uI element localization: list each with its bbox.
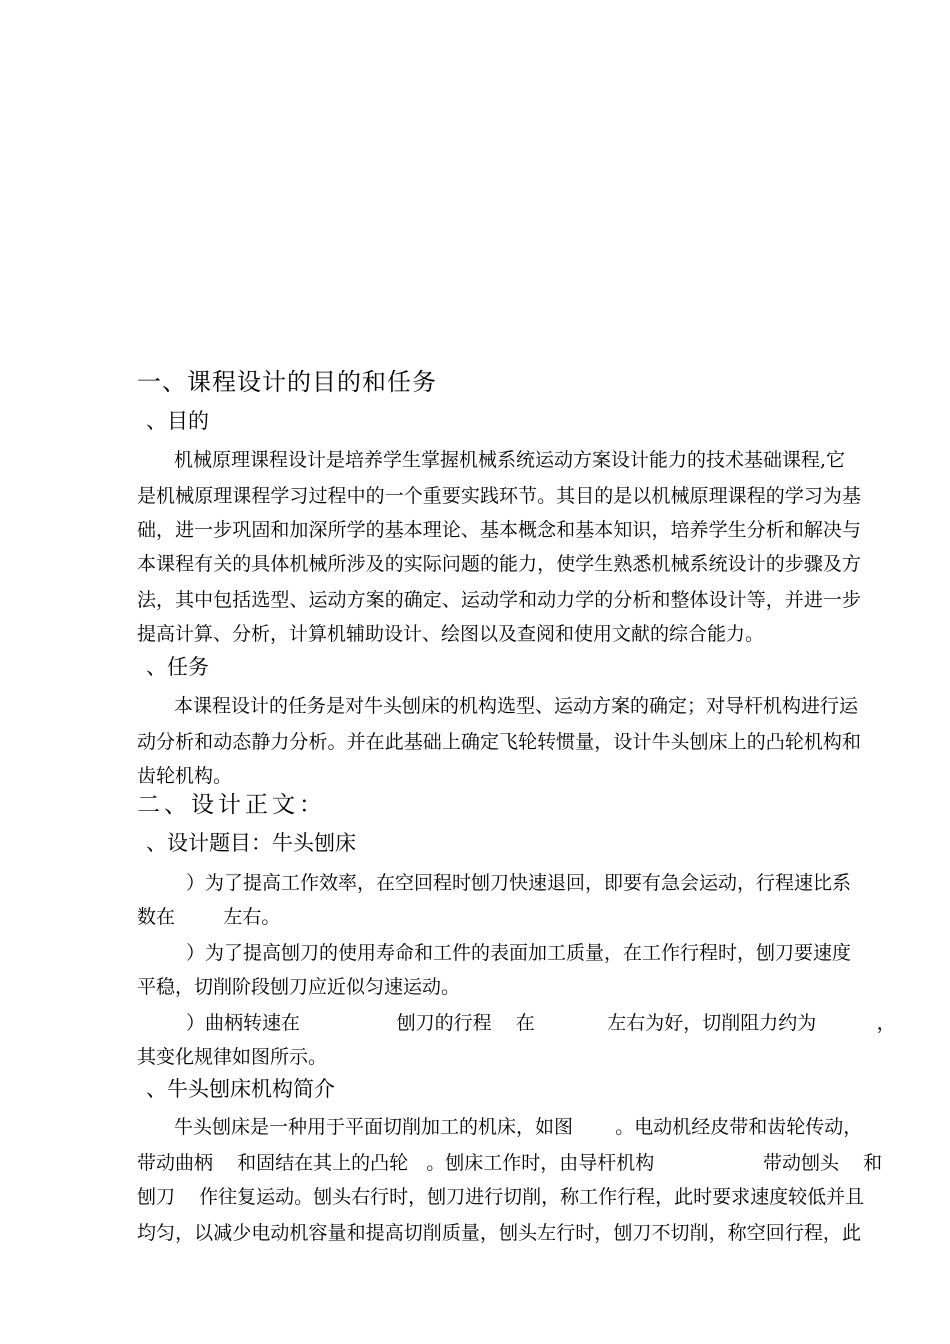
topic-line-2: 数在 左右。: [137, 906, 281, 928]
task-line-1: 本课程设计的任务是对牛头刨床的机构选型、运动方案的确定；对导杆机构进行运: [174, 695, 859, 717]
section-title: 一、课程设计的目的和任务: [137, 368, 437, 396]
topic-line-4: 平稳，切削阶段刨刀应近似匀速运动。: [137, 976, 461, 998]
intro-line-3: 刨刀 作往复运动。刨头右行时，刨刀进行切削，称工作行程，此时要求速度较低并且: [137, 1186, 865, 1208]
subsection-heading-task: 、任务: [146, 655, 209, 679]
intro-line-1: 牛头刨床是一种用于平面切削加工的机床，如图 。电动机经皮带和齿轮传动，: [174, 1116, 863, 1138]
purpose-line-2: 是机械原理课程学习过程中的一个重要实践环节。其目的是以机械原理课程的学习为基: [137, 485, 861, 507]
purpose-line-3: 础，进一步巩固和加深所学的基本理论、基本概念和基本知识，培养学生分析和解决与: [137, 519, 861, 541]
purpose-line-5: 法，其中包括选型、运动方案的确定、运动学和动力学的分析和整体设计等，并进一步: [137, 589, 861, 611]
section-title-2: 二、设计正文：: [137, 792, 326, 818]
task-line-3: 齿轮机构。: [137, 765, 233, 787]
purpose-line-6: 提高计算、分析，计算机辅助设计、绘图以及查阅和使用文献的综合能力。: [137, 623, 765, 645]
intro-line-4: 均匀，以减少电动机容量和提高切削质量，刨头左行时，刨刀不切削，称空回行程，此: [137, 1222, 861, 1244]
subsection-heading-topic: 、设计题目：牛头刨床: [146, 831, 356, 855]
topic-line-3: ）为了提高刨刀的使用寿命和工件的表面加工质量，在工作行程时，刨刀要速度: [186, 942, 852, 964]
topic-line-5: ）曲柄转速在 刨刀的行程 在 左右为好，切削阻力约为 ，: [186, 1012, 896, 1034]
task-line-2: 动分析和动态静力分析。并在此基础上确定飞轮转惯量，设计牛头刨床上的凸轮机构和: [137, 731, 861, 753]
subsection-heading-intro: 、牛头刨床机构简介: [146, 1077, 335, 1101]
topic-line-6: 其变化规律如图所示。: [137, 1046, 328, 1068]
topic-line-1: ）为了提高工作效率，在空回程时刨刀快速退回，即要有急会运动，行程速比系: [186, 872, 852, 894]
purpose-line-4: 本课程有关的具体机械所涉及的实际问题的能力，使学生熟悉机械系统设计的步骤及方: [137, 553, 861, 575]
intro-line-2: 带动曲柄 和固结在其上的凸轮 。刨床工作时，由导杆机构 带动刨头 和: [137, 1152, 883, 1174]
subsection-heading-purpose: 、目的: [146, 409, 209, 433]
purpose-line-1: 机械原理课程设计是培养学生掌握机械系统运动方案设计能力的技术基础课程,它: [174, 449, 846, 471]
